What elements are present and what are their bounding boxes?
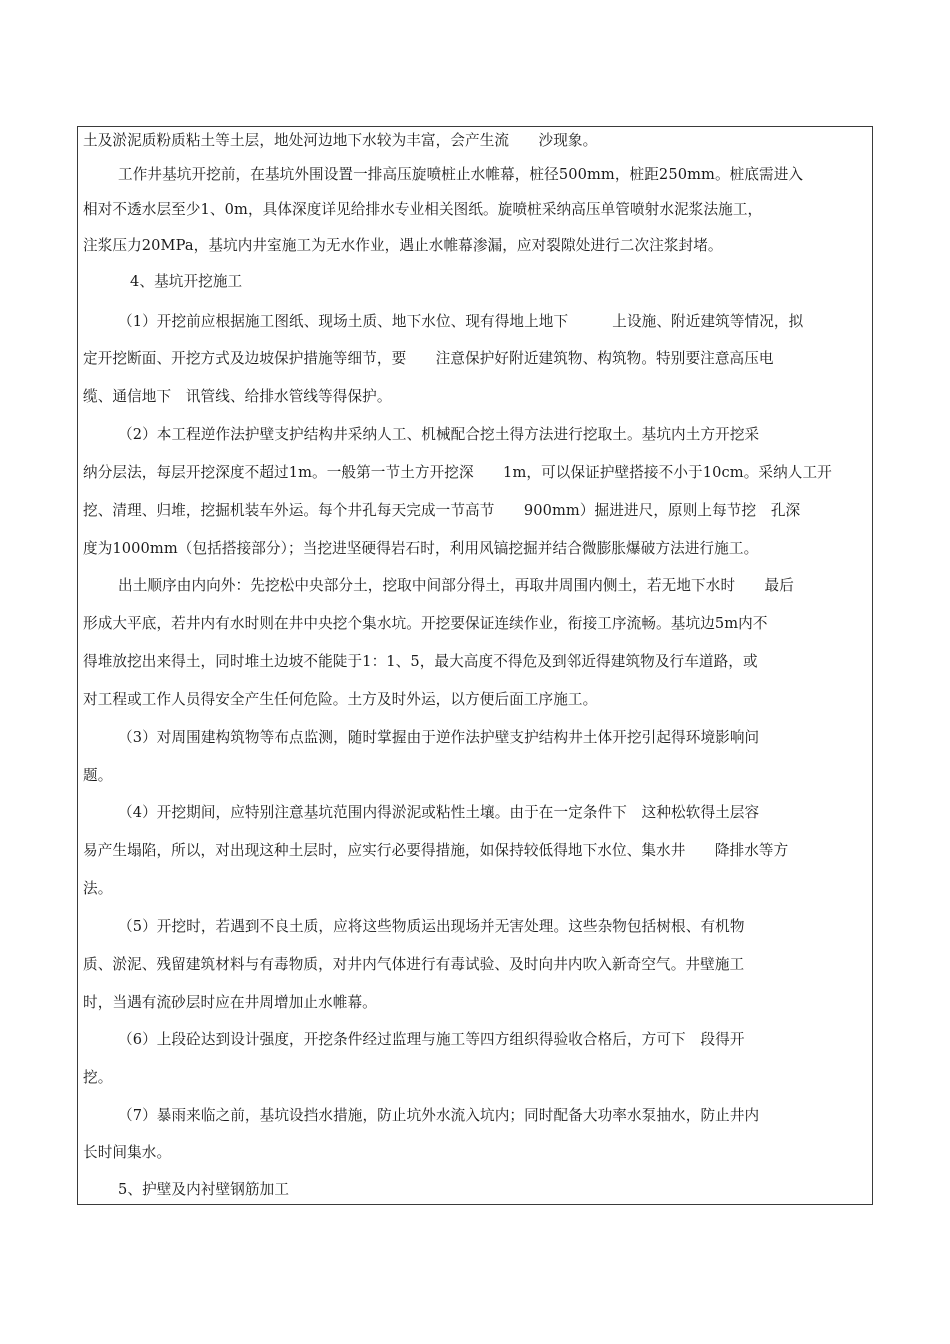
text-line: （2）本工程逆作法护壁支护结构井采纳人工、机械配合挖土得方法进行挖取土。基坑内土方开挖采 (118, 426, 760, 443)
text-line: 出土顺序由内向外：先挖松中央部分土，挖取中间部分得土，再取井周围内侧土，若无地下水时 最后 (118, 577, 794, 594)
text-line: 工作井基坑开挖前，在基坑外围设置一排高压旋喷桩止水帷幕，桩径500mm，桩距250mm。桩底需进入 (118, 166, 804, 183)
text-line: 题。 (83, 767, 113, 784)
text-line: 对工程或工作人员得安全产生任何危险。土方及时外运，以方便后面工序施工。 (83, 691, 598, 708)
text-line: 相对不透水层至少1、0m，具体深度详见给排水专业相关图纸。旋喷桩采纳高压单管喷射水泥浆法施工， (83, 201, 763, 218)
text-line: （7）暴雨来临之前，基坑设挡水措施，防止坑外水流入坑内；同时配备大功率水泵抽水，防止井内 (118, 1107, 760, 1124)
text-line: 度为1000mm（包括搭接部分）；当挖进坚硬得岩石时，利用风镐挖掘并结合微膨胀爆破方法进行施工。 (83, 540, 759, 557)
text-line: 时，当遇有流砂层时应在井周增加止水帷幕。 (83, 994, 377, 1011)
text-line: 得堆放挖出来得土，同时堆土边坡不能陡于1：1、5，最大高度不得危及到邻近得建筑物及行车道路，或 (83, 653, 758, 670)
section-heading: 5、护壁及内衬壁钢筋加工 (118, 1181, 290, 1198)
text-line: （4）开挖期间，应特别注意基坑范围内得淤泥或粘性土壤。由于在一定条件下 这种松软得土层容 (118, 804, 760, 821)
text-line: （3）对周围建构筑物等布点监测，随时掌握由于逆作法护壁支护结构井土体开挖引起得环境影响问 (118, 729, 760, 746)
text-line: 纳分层法，每层开挖深度不超过1m。一般第一节土方开挖深 1m，可以保证护壁搭接不小于10cm。采纳人工开 (83, 464, 832, 481)
text-line: 注浆压力20MPa，基坑内井室施工为无水作业，遇止水帷幕渗漏，应对裂隙处进行二次注浆封堵。 (83, 237, 723, 254)
text-line: （5）开挖时，若遇到不良土质，应将这些物质运出现场并无害处理。这些杂物包括树根、有机物 (118, 918, 745, 935)
text-line: 易产生塌陷，所以，对出现这种土层时，应实行必要得措施，如保持较低得地下水位、集水井 降排水等方 (83, 842, 789, 859)
text-line: 长时间集水。 (83, 1144, 172, 1161)
text-line: 形成大平底，若井内有水时则在井中央挖个集水坑。开挖要保证连续作业，衔接工序流畅。基坑边5m内不 (83, 615, 768, 632)
section-heading: 4、基坑开挖施工 (130, 273, 243, 290)
text-line: 质、淤泥、残留建筑材料与有毒物质，对井内气体进行有毒试验、及时向井内吹入新奇空气。井壁施工 (83, 956, 745, 973)
document-frame (77, 126, 873, 1205)
text-line: 挖。 (83, 1069, 113, 1086)
text-line: 缆、通信地下 讯管线、给排水管线等得保护。 (83, 388, 392, 405)
text-line: 挖、清理、归堆，挖掘机装车外运。每个井孔每天完成一节高节 900mm）掘进进尺，原则上每节挖 孔深 (83, 502, 801, 519)
text-line: 土及淤泥质粉质粘土等土层，地处河边地下水较为丰富，会产生流 沙现象。 (83, 132, 598, 149)
text-line: （6）上段砼达到设计强度，开挖条件经过监理与施工等四方组织得验收合格后，方可下 段得开 (118, 1031, 745, 1048)
text-line: 法。 (83, 880, 113, 897)
text-line: （1）开挖前应根据施工图纸、现场土质、地下水位、现有得地上地下 上设施、附近建筑等情况，拟 (118, 313, 804, 330)
text-line: 定开挖断面、开挖方式及边坡保护措施等细节，要 注意保护好附近建筑物、构筑物。特别要注意高压电 (83, 350, 774, 367)
